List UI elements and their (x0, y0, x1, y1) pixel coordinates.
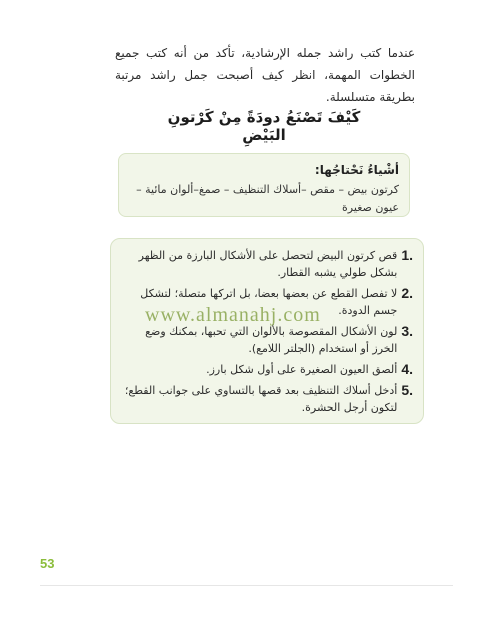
watermark: www.almanahj.com (145, 304, 321, 326)
materials-box (118, 153, 410, 217)
step-item-1 (121, 247, 413, 281)
step-number: 3. (401, 323, 413, 339)
step-item-3 (121, 323, 413, 357)
step-text: لا تفصل القطع عن بعضها بعضا، بل اتركها متصلة؛ لتشكل جسم الدودة. (140, 287, 398, 317)
footer-divider (40, 585, 453, 586)
step-text: ألصق العيون الصغيرة على أول شكل بارز. (206, 363, 398, 376)
steps-list (121, 247, 413, 416)
step-text: أدخل أسلاك التنظيف بعد قصها بالتساوي على جوانب القطع؛ لتكون أرجل الحشرة. (124, 384, 398, 414)
step-number: 1. (401, 247, 413, 263)
step-item-5 (121, 382, 413, 416)
page-number: 53 (40, 556, 55, 571)
step-item-4 (121, 361, 413, 378)
page-title: كَيْفَ تَصْنَعُ دودَةً مِنْ كَرْتونِ البَيْضِ (167, 108, 361, 144)
steps-box (110, 238, 424, 424)
materials-list: كرتون بيض – مقص –أسلاك التنظيف – صمغ–ألوان مائية –عيون صغيرة (136, 183, 399, 214)
intro-paragraph: عندما كتب راشد جمله الإرشادية، تأكد من أنه كتب جميع الخطوات المهمة، انظر كيف أصبحت جمل راشد مرتبة بطريقة متسلسلة. (115, 46, 415, 104)
step-number: 5. (401, 382, 413, 398)
step-number: 4. (401, 361, 413, 377)
step-number: 2. (401, 285, 413, 301)
materials-heading: أشْياءُ نَحْتاجُها: (314, 163, 399, 177)
step-text: قص كرتون البيض لتحصل على الأشكال البارزة من الظهر بشكل طولي يشبه القطار. (138, 249, 398, 279)
step-text: لون الأشكال المقصوصة بالألوان التي تحبها، بمكنك وضع الخرز أو استخدام (الجلتر اللامع). (145, 325, 398, 355)
